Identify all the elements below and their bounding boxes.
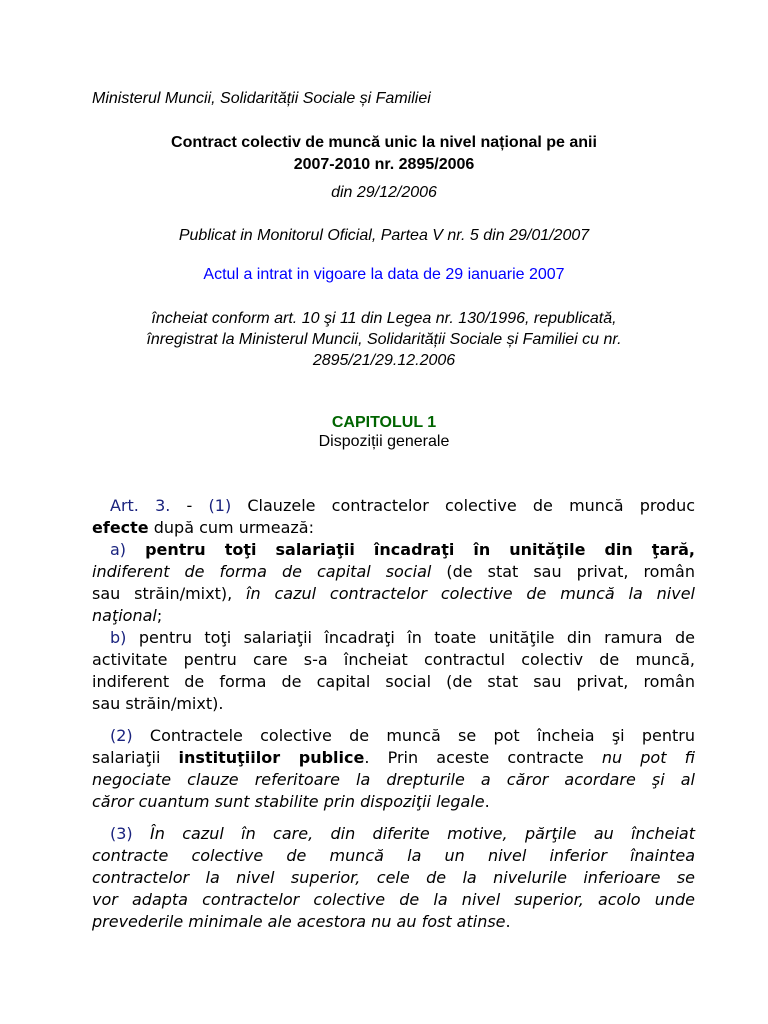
point-a-line2: indiferent de forma de capital social (de stat sau privat, român [92,562,695,581]
p3-line2: contracte colective de muncă la un nivel inferior înaintea [92,846,695,865]
point-b-line4: sau străin/mixt). [92,694,224,713]
p3-line3: contractelor la nivel superior, cele de la nivelurile inferioare se [92,868,695,887]
chapter-label: CAPITOLUL 1 [331,414,437,431]
ministry-header: Ministerul Muncii, Solidarității Sociale și Familiei [92,90,431,107]
point-b-line2: activitate pentru care s-a încheiat contractul colectiv de muncă, [92,650,695,669]
p3-line1: (3) În cazul în care, din diferite motive, părţile au încheiat [110,824,695,843]
p2-line3: negociate clauze referitoare la drepturile a căror acordare şi al [92,770,695,789]
p2-line2: salariaţii instituţiilor publice. Prin aceste contracte nu pot fi [92,748,695,767]
point-b-line1: b) pentru toţi salariaţii încadraţi în toate unităţile din ramura de [110,628,695,647]
registration-number: 2895/21/29.12.2006 [312,352,456,369]
document-title-line2: 2007-2010 nr. 2895/2006 [293,156,475,173]
p2-line4: căror cuantum sunt stabilite prin dispoziţii legale. [92,792,490,811]
point-a-line4: naţional; [92,606,163,625]
p3-line4: vor adapta contractelor colective de la nivel superior, acolo unde [92,890,695,909]
paragraph-number-1: (1) [208,496,232,515]
chapter-title: Dispoziții generale [318,433,450,450]
point-a-label: a) [110,540,127,559]
paragraph-number-3: (3) [110,824,133,843]
p1-line2: efecte după cum urmează: [92,518,314,537]
p1-line1: Art. 3. - (1) Clauzele contractelor colective de muncă produc [110,496,695,515]
point-a-line3: sau străin/mixt), în cazul contractelor colective de muncă la nivel [92,584,695,603]
in-force-notice: Actul a intrat in vigoare la data de 29 ianuarie 2007 [203,266,565,283]
paragraph-number-2: (2) [110,726,133,745]
document-title-line1: Contract colectiv de muncă unic la nivel național pe anii [171,134,597,151]
paragraph-1 [92,495,695,715]
paragraph-3 [92,823,695,933]
document-date: din 29/12/2006 [331,184,437,201]
article-reference: Art. 3. [110,496,171,515]
paragraph-2 [92,725,695,813]
p2-line1: (2) Contractele colective de muncă se pot încheia şi pentru [110,726,695,745]
p3-line5: prevederile minimale ale acestora nu au fost atinse. [92,912,511,931]
concluded-line1: încheiat conform art. 10 şi 11 din Legea nr. 130/1996, republicată, [151,310,617,327]
concluded-line2: înregistrat la Ministerul Muncii, Solidarității Sociale și Familiei cu nr. [146,331,622,348]
point-a-line1: a) pentru toţi salariaţii încadraţi în unităţile din ţară, [110,540,695,559]
publication-info: Publicat in Monitorul Oficial, Partea V nr. 5 din 29/01/2007 [178,227,590,244]
point-b-line3: indiferent de forma de capital social (de stat sau privat, român [92,672,695,691]
article-separator: - [170,496,209,515]
point-b-label: b) [110,628,127,647]
article-body [92,495,695,933]
